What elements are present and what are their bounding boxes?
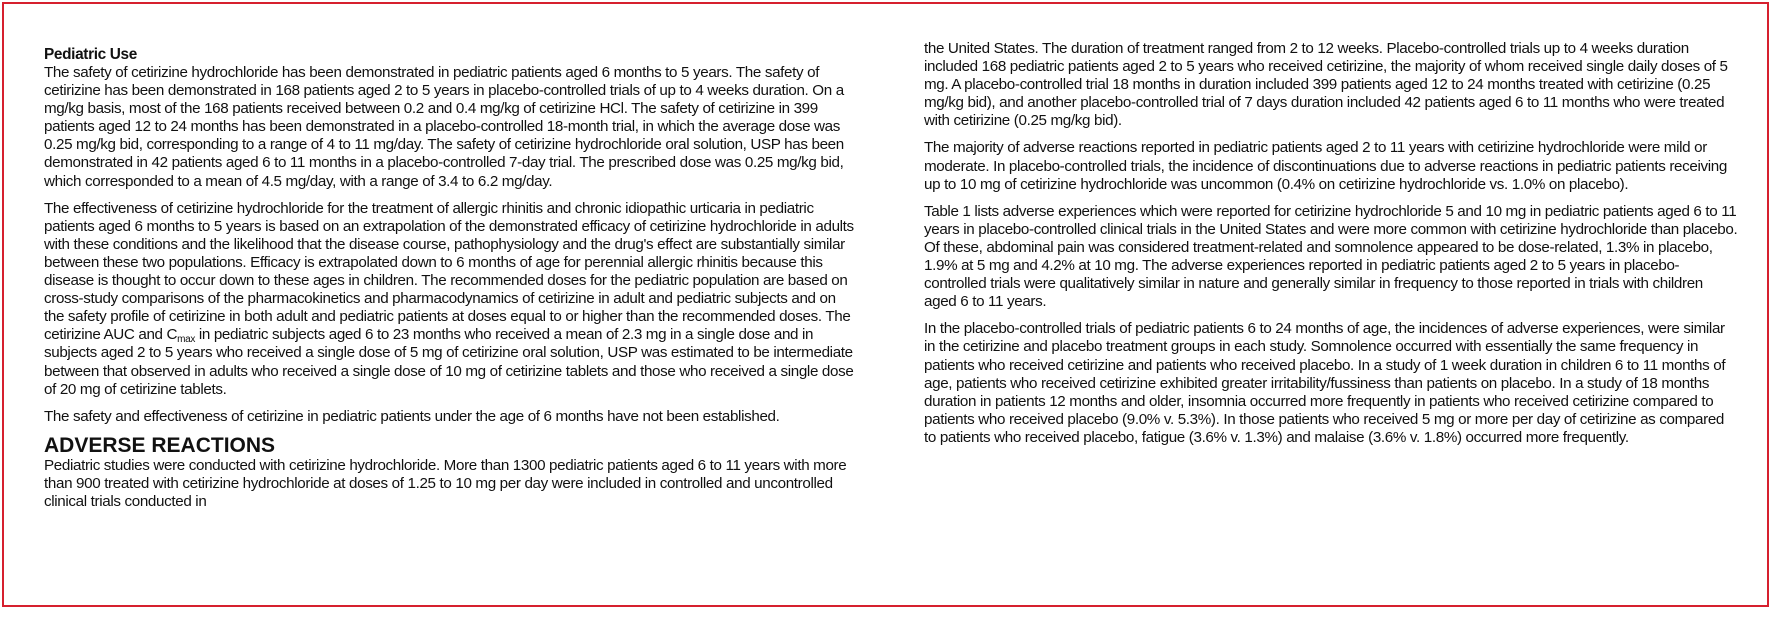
adverse-reactions-paragraph-3: The majority of adverse reactions reported in pediatric patients aged 2 to 11 years with cetirizine hydrochloride were mild or moderate. In placebo-controlled trials, the incidence of discontinuations due to adverse reactions in pediatric patients receiving up to 10 mg of cetirizine hydrochloride was uncommon (0.4% on cetirizine hydrochloride vs. 1.0% on placebo). bbox=[924, 139, 1727, 193]
effectiveness-text: The effectiveness of cetirizine hydrochloride for the treatment of allergic rhinitis and chronic idiopathic urticaria in pediatric patients aged 6 months to 5 years is based on an extrapolation of the demonstrated efficacy of cetirizine hydrochloride in adults with these conditions and the likelihood that the disease course, pathophysiology and the drug's effect are substantially similar between these two populations. Efficacy is extrapolated down to 6 months of age for perennial allergic rhinitis because this disease is thought to occur down to these ages in children. The recommended doses for the pediatric population are based on cross-study comparisons of the pharmacokinetics and pharmacodynamics of cetirizine in adult and pediatric subjects and on the safety profile of cetirizine in both adult and pediatric patients at doses equal to or higher than the recommended doses. The cetirizine AUC and C bbox=[44, 199, 854, 344]
right-column bbox=[924, 40, 1739, 456]
adverse-reactions-paragraph-2: the United States. The duration of treatment ranged from 2 to 12 weeks. Placebo-controlled trials up to 4 weeks duration included 168 pediatric patients aged 2 to 5 years who received cetirizine, the majority of whom received single daily doses of 5 mg. A placebo-controlled trial 18 months in duration included 399 patients aged 12 to 24 months treated with cetirizine (0.25 mg/kg bid), and another placebo-controlled trial of 7 days duration included 42 patients aged 6 to 11 months who were treated with cetirizine (0.25 mg/kg bid). bbox=[924, 40, 1728, 130]
pediatric-use-paragraph-2 bbox=[44, 200, 854, 399]
adverse-reactions-paragraph-5: In the placebo-controlled trials of pediatric patients 6 to 24 months of age, the incidences of adverse experiences, were similar in the cetirizine and placebo treatment groups in each study. Somnolence occurred with essentially the same frequency in patients who received cetirizine and patients who received placebo. In a study of 1 week duration in children 6 to 11 months of age, patients who received cetirizine exhibited greater irritability/fussiness than patients on placebo. In a study of 18 months duration in patients 12 months and older, insomnia occurred more frequently in patients who received cetirizine compared to patients who received placebo (9.0% v. 5.3%). In those patients who received 5 mg or more per day of cetirizine as compared to patients who received placebo, fatigue (3.6% v. 1.3%) and malaise (3.6% v. 1.8%) occurred more frequently. bbox=[924, 320, 1726, 446]
document-frame bbox=[2, 2, 1769, 607]
effectiveness-text-continued: in pediatric subjects aged 6 to 23 months who received a mean of 2.3 mg in a single dose and in subjects aged 2 to 5 years who received a single dose of 5 mg of cetirizine oral solution, USP was estimated to be intermediate between that observed in adults who received a single dose of 10 mg of cetirizine tablets and those who received a single dose of 20 mg of cetirizine tablets. bbox=[44, 326, 854, 398]
cmax-subscript: max bbox=[177, 334, 195, 346]
left-column bbox=[44, 46, 854, 511]
pediatric-use-heading: Pediatric Use bbox=[44, 46, 137, 63]
adverse-reactions-paragraph-4: Table 1 lists adverse experiences which were reported for cetirizine hydrochloride 5 and 10 mg in pediatric patients aged 6 to 11 years in placebo-controlled clinical trials in the United States and were more common with cetirizine hydrochloride than placebo. Of these, abdominal pain was considered treatment-related and somnolence appeared to be dose-related, 1.3% in placebo, 1.9% at 5 mg and 4.2% at 10 mg. The adverse experiences reported in pediatric patients aged 2 to 5 years in placebo-controlled trials were qualitatively similar in nature and generally similar in frequency to those reported in trials with children aged 6 to 11 years. bbox=[924, 202, 1738, 311]
pediatric-use-paragraph-3: The safety and effectiveness of cetirizine in pediatric patients under the age of 6 months have not been established. bbox=[44, 407, 780, 425]
adverse-reactions-heading: ADVERSE REACTIONS bbox=[44, 433, 276, 457]
adverse-reactions-paragraph-1: Pediatric studies were conducted with cetirizine hydrochloride. More than 1300 pediatric patients aged 6 to 11 years with more than 900 treated with cetirizine hydrochloride at doses of 1.25 to 10 mg per day were included in controlled and uncontrolled clinical trials conducted in bbox=[44, 456, 847, 510]
pediatric-use-paragraph-1: The safety of cetirizine hydrochloride has been demonstrated in pediatric patients aged 6 months to 5 years. The safety of cetirizine has been demonstrated in 168 patients aged 2 to 5 years in placebo-controlled trials of up to 4 weeks duration. On a mg/kg basis, most of the 168 patients received between 0.2 and 0.4 mg/kg of cetirizine HCl. The safety of cetirizine in 399 patients aged 12 to 24 months has been demonstrated in a placebo-controlled 18-month trial, in which the average dose was 0.25 mg/kg bid, corresponding to a range of 4 to 11 mg/day. The safety of cetirizine hydrochloride oral solution, USP has been demonstrated in 42 patients aged 6 to 11 months in a placebo-controlled 7-day trial. The prescribed dose was 0.25 mg/kg bid, which corresponded to a mean of 4.5 mg/day, with a range of 3.4 to 6.2 mg/day. bbox=[44, 64, 844, 190]
